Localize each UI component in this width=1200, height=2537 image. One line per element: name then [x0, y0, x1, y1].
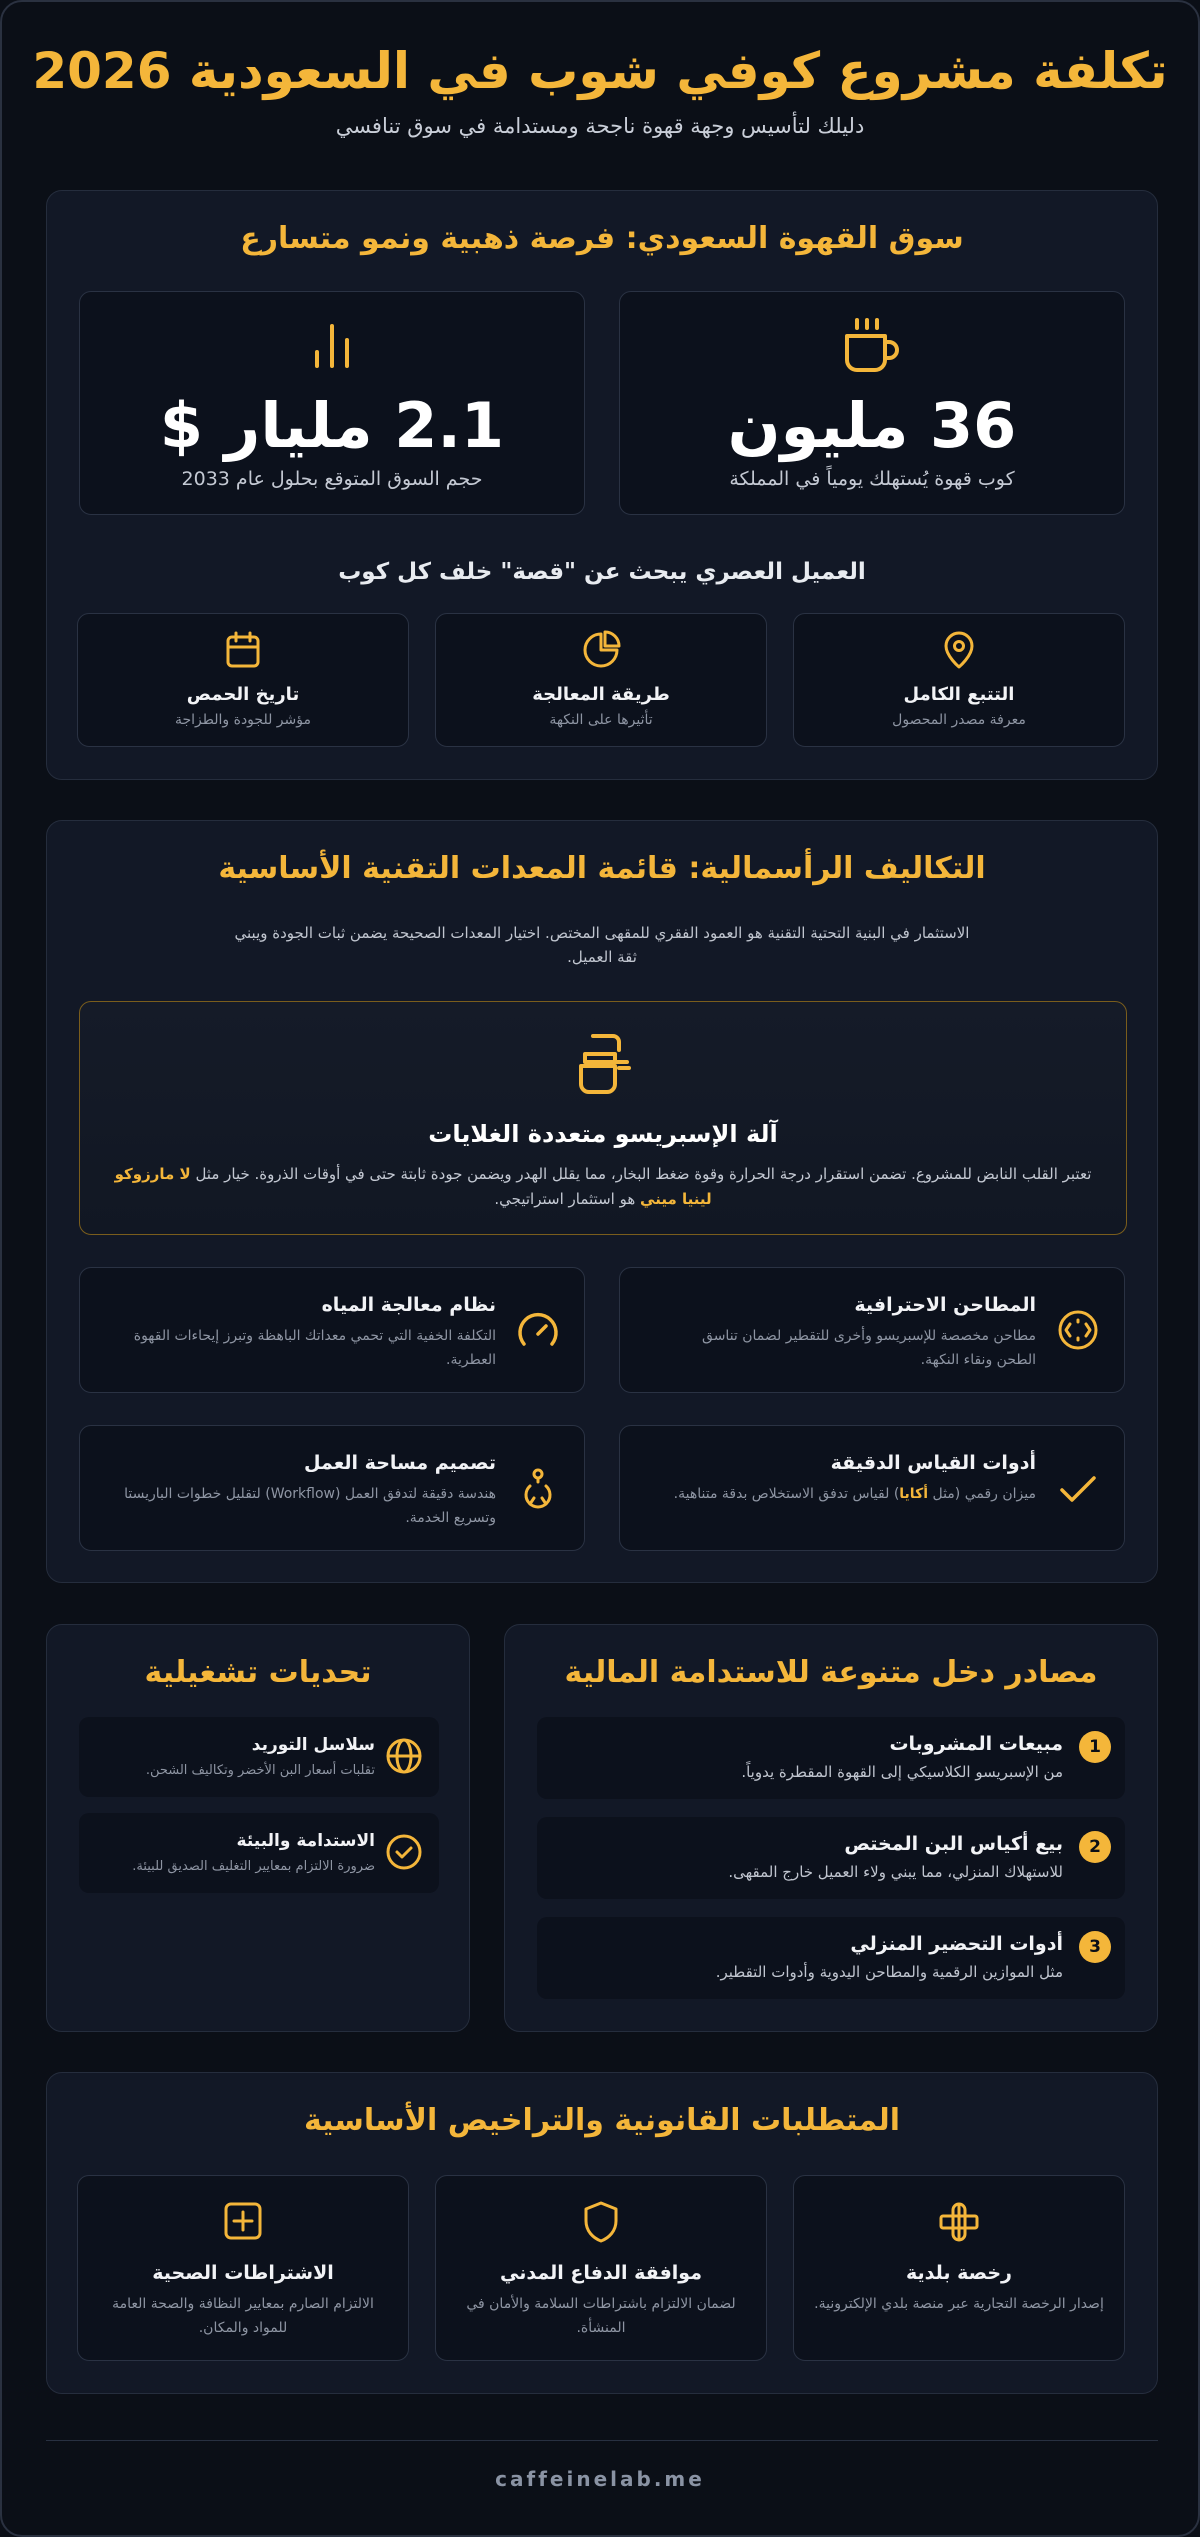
challenges-section: [46, 1624, 470, 2032]
revenue-item-beans: [537, 1817, 1125, 1899]
map-pin-icon: [941, 630, 977, 670]
espresso-machine-desc: [110, 1162, 1096, 1212]
calendar-icon: [224, 630, 262, 670]
market-section: [46, 190, 1158, 780]
challenge-item-desc: ضرورة الالتزام بمعايير التغليف الصديق للبيئة.: [132, 1859, 375, 1874]
grinder-icon: [1056, 1308, 1100, 1352]
revenue-item-number: 1: [1079, 1731, 1111, 1763]
challenge-item-supply: [79, 1717, 439, 1797]
revenue-section: [504, 1624, 1158, 2032]
legal-item-title: الاشتراطات الصحية: [152, 2262, 334, 2284]
equipment-item-workspace: [79, 1425, 585, 1551]
equipment-item-grinders: [619, 1267, 1125, 1393]
equipment-item-water: [79, 1267, 585, 1393]
equipment-item-scales: [619, 1425, 1125, 1551]
pie-chart-icon: [581, 630, 621, 670]
legal-section-title: المتطلبات القانونية والتراخيص الأساسية: [303, 2103, 901, 2138]
legal-item-civil-defense: [435, 2175, 767, 2361]
page-subtitle: دليلك لتأسيس وجهة قهوة ناجحة ومستدامة في سوق تنافسي: [335, 114, 865, 138]
stat-value: 36 مليون: [727, 389, 1017, 462]
equipment-item-desc: مطاحن مخصصة للإسبريسو وأخرى للتقطير لضمان تناسق الطحن ونقاء النكهة.: [702, 1328, 1036, 1368]
challenge-item-title: الاستدامة والبيئة: [236, 1831, 375, 1851]
building-icon: [937, 2200, 981, 2244]
workflow-icon: [516, 1466, 560, 1510]
challenge-item-title: سلاسل التوريد: [251, 1735, 375, 1755]
scale-brand-highlight: أكايا: [899, 1486, 929, 1502]
customer-point-title: تاريخ الحمص: [186, 684, 300, 705]
globe-icon: [385, 1737, 423, 1775]
customer-point-desc: تأثيرها على النكهة: [549, 712, 653, 728]
revenue-item-drinks: [537, 1717, 1125, 1799]
customer-point-roast-date: [77, 613, 409, 747]
stat-card-cups: [619, 291, 1125, 515]
customer-point-title: التتبع الكامل: [903, 684, 1015, 705]
gauge-icon: [516, 1308, 560, 1352]
espresso-machine-title: آلة الإسبريسو متعددة الغلايات: [428, 1120, 778, 1148]
customer-point-desc: مؤشر للجودة والطزاجة: [174, 712, 311, 728]
stat-caption: حجم السوق المتوقع بحلول عام 2033: [181, 468, 483, 490]
espresso-desc-text-end: هو استثمار استراتيجي.: [494, 1190, 641, 1208]
challenges-section-title: تحديات تشغيلية: [144, 1655, 372, 1690]
revenue-item-number: 3: [1079, 1931, 1111, 1963]
health-plus-icon: [222, 2200, 264, 2242]
revenue-item-desc: للاستهلاك المنزلي، مما يبني ولاء العميل خارج المقهى.: [728, 1863, 1063, 1881]
shield-icon: [581, 2200, 621, 2244]
equipment-section-title: التكاليف الرأسمالية: قائمة المعدات التقنية الأساسية: [218, 851, 986, 886]
revenue-item-desc: مثل الموازين الرقمية والمطاحن اليدوية وأدوات التقطير.: [715, 1963, 1063, 1981]
customer-point-title: طريقة المعالجة: [532, 684, 670, 705]
revenue-item-tools: [537, 1917, 1125, 1999]
revenue-item-title: أدوات التحضير المنزلي: [850, 1933, 1063, 1955]
scales-desc-text-end: ) لقياس تدفق الاستخلاص بدقة متناهية.: [673, 1486, 900, 1502]
stat-caption: كوب قهوة يُستهلك يومياً في المملكة: [729, 468, 1015, 490]
legal-item-desc: إصدار الرخصة التجارية عبر منصة بلدي الإلكترونية.: [814, 2296, 1104, 2312]
espresso-machine-card: [79, 1001, 1127, 1235]
equipment-item-title: أدوات القياس الدقيقة: [830, 1452, 1036, 1474]
revenue-section-title: مصادر دخل متنوعة للاستدامة المالية: [564, 1655, 1098, 1690]
espresso-machine-icon: [571, 1032, 635, 1098]
espresso-desc-text: تعتبر القلب النابض للمشروع. تضمن استقرار درجة الحرارة وقوة ضغط البخار، مما يقلل الهدر ويضمن جودة ثابتة حتى في أوقات الذروة. خيار مثل: [190, 1165, 1092, 1183]
stat-value: 2.1 مليار $: [159, 389, 505, 462]
legal-item-municipal: [793, 2175, 1125, 2361]
legal-item-desc: لضمان الالتزام باشتراطات السلامة والأمان في المنشأة.: [466, 2296, 736, 2336]
customer-point-processing: [435, 613, 767, 747]
challenge-item-sustainability: [79, 1813, 439, 1893]
equipment-item-desc: التكلفة الخفية التي تحمي معداتك الباهظة وتبرز إيحاءات القهوة العطرية.: [133, 1328, 496, 1368]
legal-item-title: موافقة الدفاع المدني: [500, 2262, 702, 2284]
bar-chart-icon: [307, 316, 357, 372]
check-icon: [1056, 1466, 1100, 1510]
customer-point-traceability: [793, 613, 1125, 747]
equipment-item-title: تصميم مساحة العمل: [304, 1452, 496, 1474]
customer-point-desc: معرفة مصدر المحصول: [892, 712, 1026, 728]
espresso-brand-highlight: لا مارزوكو لينيا ميني: [114, 1165, 712, 1208]
revenue-item-title: مبيعات المشروبات: [889, 1733, 1063, 1755]
legal-section: [46, 2072, 1158, 2394]
equipment-intro: الاستثمار في البنية التحتية التقنية هو العمود الفقري للمقهى المختص. اختيار المعدات الصحيحة يضمن ثبات الجودة ويبني ثقة العميل.: [234, 924, 970, 966]
market-section-title: سوق القهوة السعودي: فرصة ذهبية ونمو متسارع: [240, 221, 964, 256]
revenue-item-title: بيع أكياس البن المختص: [844, 1833, 1063, 1855]
revenue-item-desc: من الإسبريسو الكلاسيكي إلى القهوة المقطرة يدوياً.: [741, 1763, 1063, 1781]
legal-item-health: [77, 2175, 409, 2361]
equipment-item-title: المطاحن الاحترافية: [854, 1294, 1036, 1316]
customer-subtitle: العميل العصري يبحث عن "قصة" خلف كل كوب: [338, 559, 866, 585]
page-title: تكلفة مشروع كوفي شوب في السعودية 2026: [32, 42, 1168, 100]
stat-card-market-size: [79, 291, 585, 515]
challenge-item-desc: تقلبات أسعار البن الأخضر وتكاليف الشحن.: [145, 1763, 375, 1778]
footer-divider: [46, 2440, 1158, 2441]
scales-desc-text: ميزان رقمي (مثل: [928, 1486, 1036, 1502]
check-circle-icon: [385, 1833, 423, 1871]
equipment-item-desc: [660, 1482, 1036, 1506]
page-header: [2, 2, 1198, 160]
footer-site-link[interactable]: caffeinelab.me: [495, 2467, 705, 2491]
equipment-section: [46, 820, 1158, 1583]
coffee-cup-icon: [841, 316, 903, 376]
legal-item-title: رخصة بلدية: [905, 2262, 1012, 2284]
revenue-item-number: 2: [1079, 1831, 1111, 1863]
equipment-item-title: نظام معالجة المياه: [321, 1294, 496, 1316]
legal-item-desc: الالتزام الصارم بمعايير النظافة والصحة العامة للمواد والمكان.: [112, 2296, 374, 2336]
equipment-item-desc: هندسة دقيقة لتدفق العمل (Workflow) لتقليل خطوات الباريستا وتسريع الخدمة.: [124, 1486, 496, 1526]
